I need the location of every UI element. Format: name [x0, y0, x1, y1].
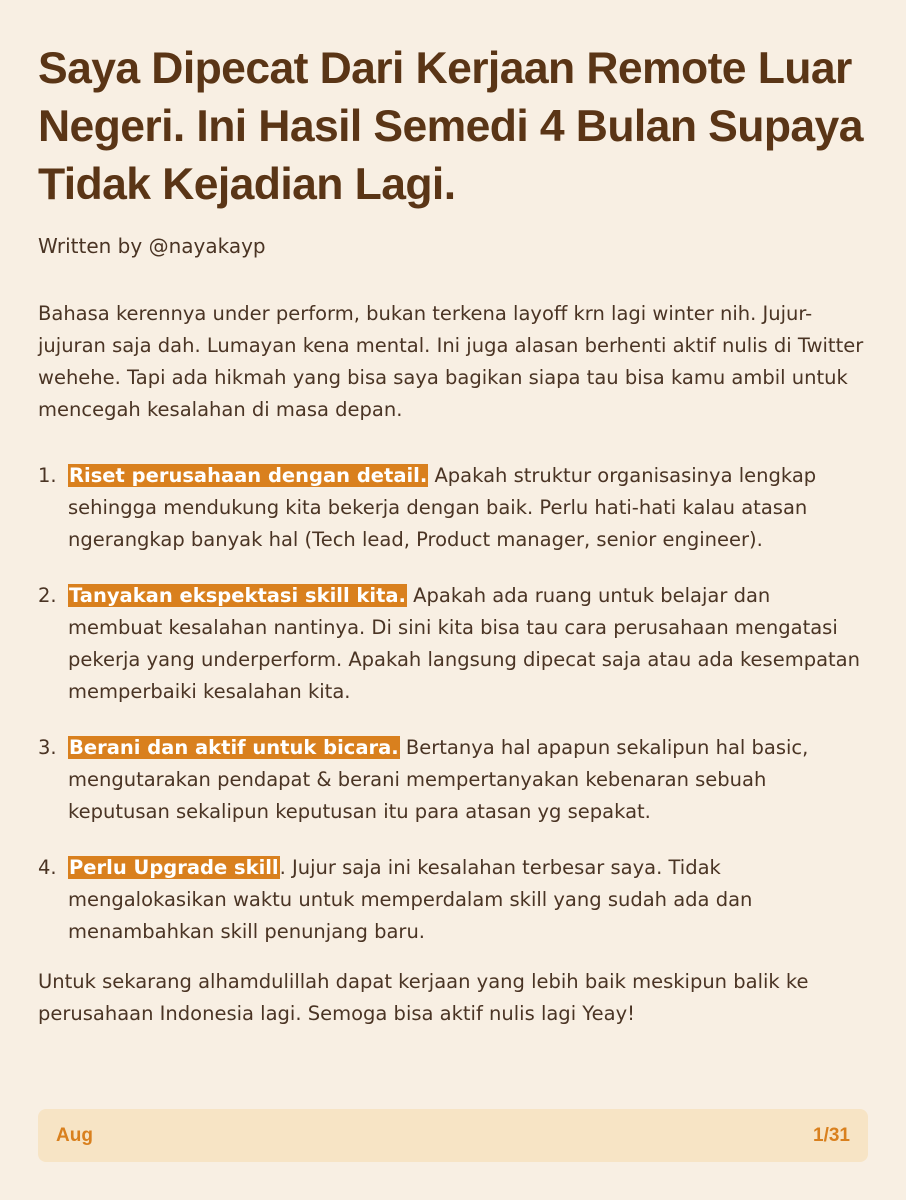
article-title: Saya Dipecat Dari Kerjaan Remote Luar Negeri. Ini Hasil Semedi 4 Bulan Supaya Tidak Kejadian Lagi.: [38, 44, 863, 209]
list-item-number: 3.: [38, 736, 57, 759]
list-item-number: 1.: [38, 464, 57, 487]
list-item-text: Apakah ada ruang untuk belajar dan membuat kesalahan nantinya. Di sini kita bisa tau cara perusahaan mengatasi pekerja yang underperform. Apakah langsung dipecat saja atau ada kesempatan memperbaiki kesalahan kita.: [68, 584, 860, 703]
article-intro: Bahasa kerennya under perform, bukan terkena layoff krn lagi winter nih. Jujur-jujuran saja dah. Lumayan kena mental. Ini juga alasan berhenti aktif nulis di Twitter wehehe. Tapi ada hikmah yang bisa saya bagikan siapa tau bisa kamu ambil untuk mencegah kesalahan di masa depan.: [38, 302, 864, 421]
list-item: [38, 460, 870, 556]
list-item-highlight: Berani dan aktif untuk bicara.: [69, 736, 399, 759]
article-byline: Written by @nayakayp: [38, 234, 266, 258]
list-item: [38, 732, 870, 828]
article-outro: Untuk sekarang alhamdulillah dapat kerjaan yang lebih baik meskipun balik ke perusahaan Indonesia lagi. Semoga bisa aktif nulis lagi Yeay!: [38, 970, 809, 1025]
list-item-text: . Jujur saja ini kesalahan terbesar saya. Tidak mengalokasikan waktu untuk memperdalam skill yang sudah ada dan menambahkan skill penunjang baru.: [68, 856, 753, 943]
list-item: [38, 852, 870, 948]
list-item-text: Bertanya hal apapun sekalipun hal basic, mengutarakan pendapat & berani mempertanyakan kebenaran sebuah keputusan sekalipun keputusan itu para atasan yg sepakat.: [68, 736, 809, 823]
list-item: [38, 580, 870, 708]
footer-month: Aug: [56, 1124, 93, 1146]
list-item-highlight: Tanyakan ekspektasi skill kita.: [69, 584, 406, 607]
list-item-number: 4.: [38, 856, 57, 879]
list-item-highlight: Riset perusahaan dengan detail.: [69, 464, 428, 487]
list-item-text: Apakah struktur organisasinya lengkap sehingga mendukung kita bekerja dengan baik. Perlu hati-hati kalau atasan ngerangkap banyak hal (Tech lead, Product manager, senior engineer).: [68, 464, 817, 551]
page-indicator: 1/31: [813, 1124, 850, 1146]
list-item-highlight: Perlu Upgrade skill: [69, 856, 279, 879]
tips-list: [38, 460, 868, 948]
list-item-number: 2.: [38, 584, 57, 607]
footer-bar: [38, 1109, 868, 1162]
